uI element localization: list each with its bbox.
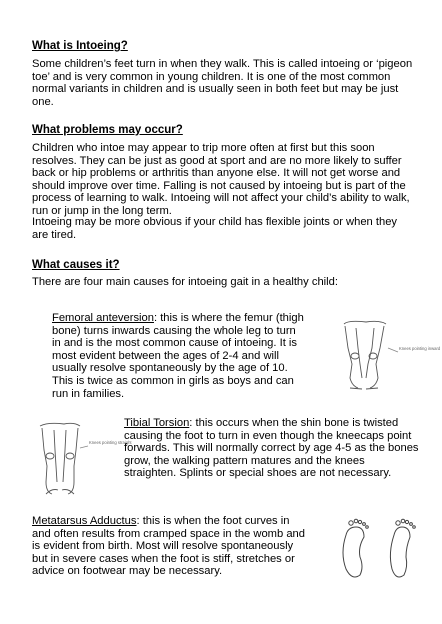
heading-what-causes-it: What causes it? — [32, 259, 120, 271]
tibial-torsion-illustration — [34, 422, 132, 502]
cause-metatarsus-text: : this is when the foot curves in and often results from cramped space in the womb and is evident from birth. Most will resolve spontaneously but in severe cases when the foot is stiff, stretches or advice on footwear may be necessary. — [32, 515, 305, 578]
metatarsus-adductus-illustration — [334, 513, 420, 585]
cause-tibial-term: Tibial Torsion — [124, 417, 190, 429]
heading-problems: What problems may occur? — [32, 124, 183, 136]
cause-femoral-term: Femoral anteversion — [52, 312, 154, 324]
cause-femoral-text: : this is where the femur (thigh bone) turns inwards causing the whole leg to turn in and is the most common cause of intoeing. It is most evident between the ages of 2-4 and will usually resolve spontaneously by the age of 10. This is twice as common in girls as boys and can run in families. — [52, 312, 304, 400]
cause-metatarsus-term: Metatarsus Adductus — [32, 515, 137, 527]
paragraph-flexible-joints: Intoeing may be more obvious if your child has flexible joints or when they are tired. — [32, 216, 398, 241]
paragraph-what-is-intoeing: Some children’s feet turn in when they walk. This is called intoeing or ‘pigeon toe’ and is very common in young children. It is one of the most common normal variants in children and is usually seen in both feet but may be just one. — [32, 58, 413, 108]
paragraph-problems: Children who intoe may appear to trip more often at first but this soon resolves. They can be just as good at sport and are no more likely to suffer back or hip problems or arthritis than anyone else. It will not get worse and should improve over time. Falling is not caused by intoeing but is part of the process of learning to walk. Intoeing will not affect your child’s ability to walk, run or jump in the long term. — [32, 142, 410, 217]
cause-metatarsus-adductus — [32, 515, 308, 578]
tibial-figure-note: Knees pointing straight — [89, 440, 132, 445]
cause-tibial-text: : this occurs when the shin bone is twisted causing the foot to turn in even though the kneecaps point forwards. This will normally correct by age 4-5 as the bones grow, the walking pattern matures and the knees straighten. Splints or special shoes are not necessary. — [124, 417, 419, 480]
femoral-anteversion-illustration — [336, 318, 441, 398]
femoral-figure-note: Knees pointing inward — [399, 346, 441, 351]
heading-what-is-intoeing: What is Intoeing? — [32, 40, 128, 52]
paragraph-causes-intro: There are four main causes for intoeing gait in a healthy child: — [32, 276, 338, 288]
cause-femoral-anteversion — [52, 312, 304, 400]
cause-tibial-torsion — [124, 417, 420, 480]
